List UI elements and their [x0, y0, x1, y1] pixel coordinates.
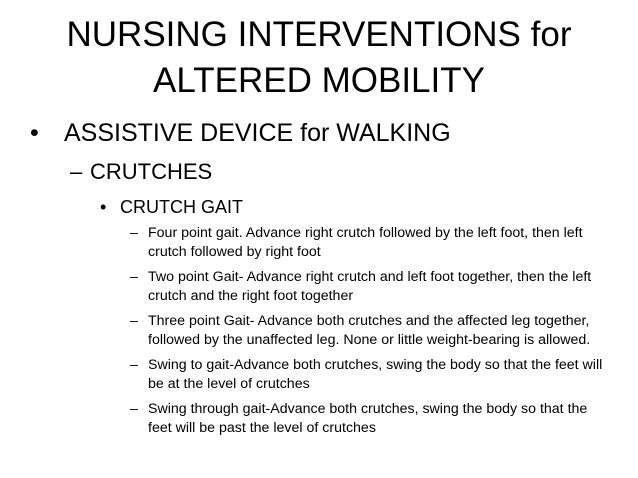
bullet-marker: •: [100, 197, 107, 217]
bullet-assistive-device: [30, 117, 451, 149]
dash-marker: –: [70, 159, 83, 184]
dash-marker: –: [130, 357, 138, 373]
slide-title: [40, 12, 598, 104]
bullet-crutch-gait: [100, 195, 243, 219]
dash-marker: –: [130, 401, 138, 417]
gait-text: Three point Gait- Advance both crutches and the affected leg together, followed by the unaffected leg. None or little weight-bearing is allowed.: [148, 313, 591, 348]
bullet-text: ASSISTIVE DEVICE for WALKING: [64, 119, 451, 147]
slide-title-line-1: NURSING INTERVENTIONS for: [66, 15, 572, 54]
gait-list: [130, 224, 610, 444]
gait-text: Two point Gait- Advance right crutch and left foot together, then the left crutch and the right foot together: [148, 269, 592, 304]
gait-text: Swing through gait-Advance both crutches, swing the body so that the feet will be past the level of crutches: [148, 401, 588, 436]
dash-marker: –: [130, 313, 138, 329]
bullet-text: CRUTCHES: [90, 159, 213, 184]
gait-item-swing-through: [130, 400, 610, 438]
gait-item-two-point: [130, 268, 610, 306]
gait-text: Swing to gait-Advance both crutches, swing the body so that the feet will be at the level of crutches: [148, 357, 603, 392]
bullet-marker: •: [30, 119, 39, 147]
slide-title-line-2: ALTERED MOBILITY: [153, 61, 485, 100]
gait-item-swing-to: [130, 356, 610, 394]
bullet-crutches: [70, 158, 212, 186]
dash-marker: –: [130, 269, 138, 285]
dash-marker: –: [130, 225, 138, 241]
bullet-text: CRUTCH GAIT: [120, 197, 243, 217]
gait-item-three-point: [130, 312, 610, 350]
gait-item-four-point: [130, 224, 610, 262]
gait-text: Four point gait. Advance right crutch followed by the left foot, then left crutch followed by right foot: [148, 225, 583, 260]
